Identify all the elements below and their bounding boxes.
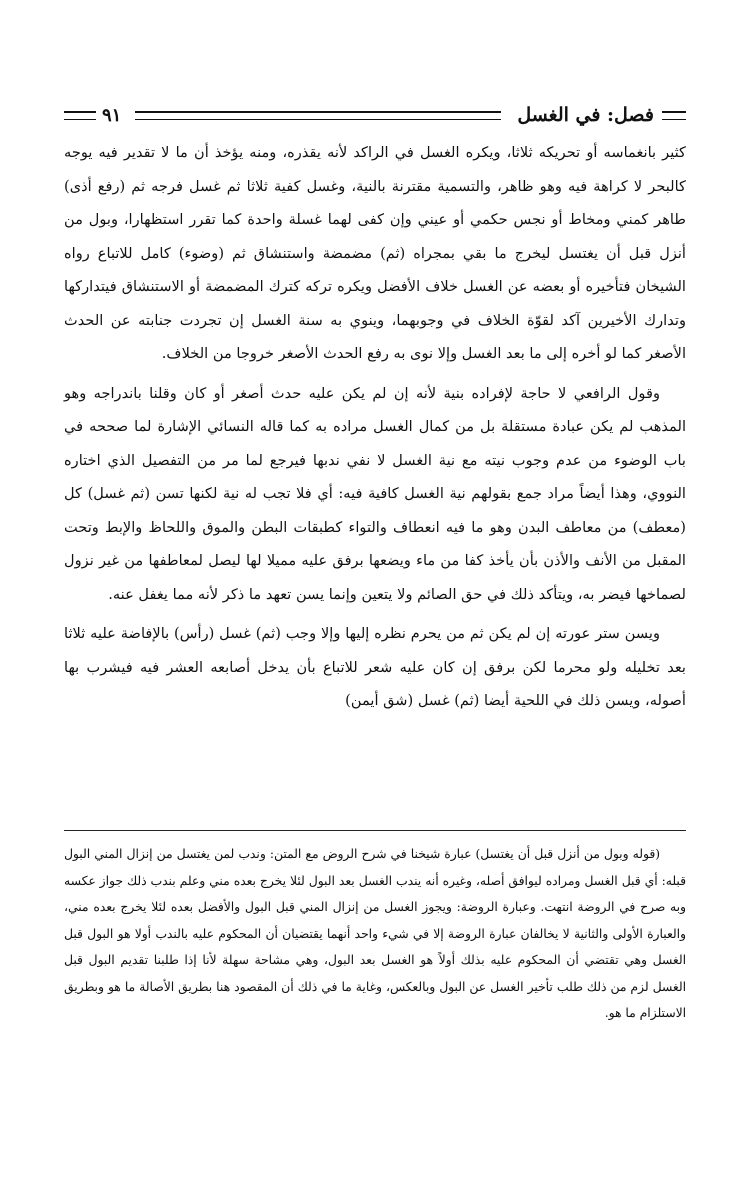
header-rule-left (64, 111, 96, 120)
paragraph-1: كثير بانغماسه أو تحريكه ثلاثا، ويكره الغسل في الراكد لأنه يقذره، ومنه يؤخذ أن ما لا تقدير فيه يوجه كالبحر لا كراهة فيه وهو ظاهر، والتسمية مقترنة بالنية، وغسل كفية ثلاثا ثم غسل فرجه ثم (رفع أذى) طاهر كمني ومخاط أو نجس حكمي أو عيني وإن كفى لهما غسلة واحدة كما تقرر استظهارا، وبول من أنزل قبل أن يغتسل ليخرج ما بقي بمجراه (ثم) مضمضة واستنشاق ثم (وضوء) كامل للاتباع رواه الشيخان فتأخيره أو بعضه عن الغسل خلاف الأفضل ويكره تركه كترك المضمضة أو الاستنشاق فيتداركها وتدارك الأخيرين آكد لقوّة الخلاف في وجوبهما، وينوي به سنة الغسل إن تجردت جنابته عن الحدث الأصغر كما لو أخره إلى ما بعد الغسل وإلا نوى به رفع الحدث الأصغر خروجا من الخلاف. (64, 144, 686, 362)
page-number: ٩١ (102, 104, 122, 126)
main-text (64, 136, 686, 724)
footnote-divider (64, 830, 686, 831)
header-rule-right (662, 111, 686, 120)
paragraph-2: وقول الرافعي لا حاجة لإفراده بنية لأنه إن لم يكن عليه حدث أصغر أو كان وقلنا باندراجه وهو المذهب لم يكن عبادة مستقلة بل من كمال الغسل مراده به كما قاله النسائي الإشارة لما صححه في باب الوضوء من عدم وجوب نيته مع نية الغسل لا نفي ندبها فيرجع لما مر من التفصيل الذي اختاره النووي، وهذا أيضاً مراد جمع بقولهم نية الغسل كافية فيه: أي فلا تجب له نية لكنها تسن (ثم غسل) كل (معطف) من معاطف البدن وهو ما فيه انعطاف والتواء كطبقات البطن والموق واللحاظ والإبط وتحت المقبل من الأنف والأذن بأن يأخذ كفا من ماء ويضعها برفق عليه مميلا لها ليصل لمعاطفها من غير نزول لصماخها فيضر به، ويتأكد ذلك في حق الصائم ولا يتعين وإنما يسن تعهد ما ذكر لأنه مما يغفل عنه. (64, 384, 686, 603)
paragraph-3: ويسن ستر عورته إن لم يكن ثم من يحرم نظره إليها وإلا وجب (ثم) غسل (رأس) بالإفاضة عليه ثلاثا بعد تخليله ولو محرما لكن برفق إن كان عليه شعر للاتباع بأن يدخل أصابعه العشر فيه فيشرب بها أصوله، ويسن ذلك في اللحية أيضا (ثم) غسل (شق أيمن) (64, 625, 686, 709)
header-rule-middle (135, 111, 501, 120)
running-header (64, 100, 686, 130)
footnote-section (64, 841, 686, 1027)
footnote-text: (قوله وبول من أنزل قبل أن يغتسل) عبارة شيخنا في شرح الروض مع المتن: وندب لمن يغتسل من إنزال المني البول قبله: أي قبل الغسل ومراده ليوافق أصله، وغيره أنه يندب الغسل بعد البول لئلا يخرج بعده مني وعلم بندب ذلك جواز عكسه وبه صرح في الروضة انتهت. وعبارة الروضة: ويجوز الغسل من إنزال المني قبل البول والأفضل بعده لئلا يخرج بعده مني، والعبارة الأولى والثانية لا يخالفان عبارة الروضة إلا في شيء واحد أنهما يقتضيان أن المحكوم عليه بالندب أولا هو البول قبل الغسل وهي تقتضي أن المحكوم عليه بذلك أولاً هو الغسل بعد البول، وهي مشاحة سهلة لأنا إذا طلبنا تقديم البول قبل الغسل لزم من ذلك طلب تأخير الغسل عن البول وبالعكس، وغاية ما في ذلك أن المقصود هنا بطريق الأصالة ما هو وبطريق الاستلزام ما هو. (64, 847, 686, 1020)
chapter-title: فصل: في الغسل (517, 104, 654, 126)
